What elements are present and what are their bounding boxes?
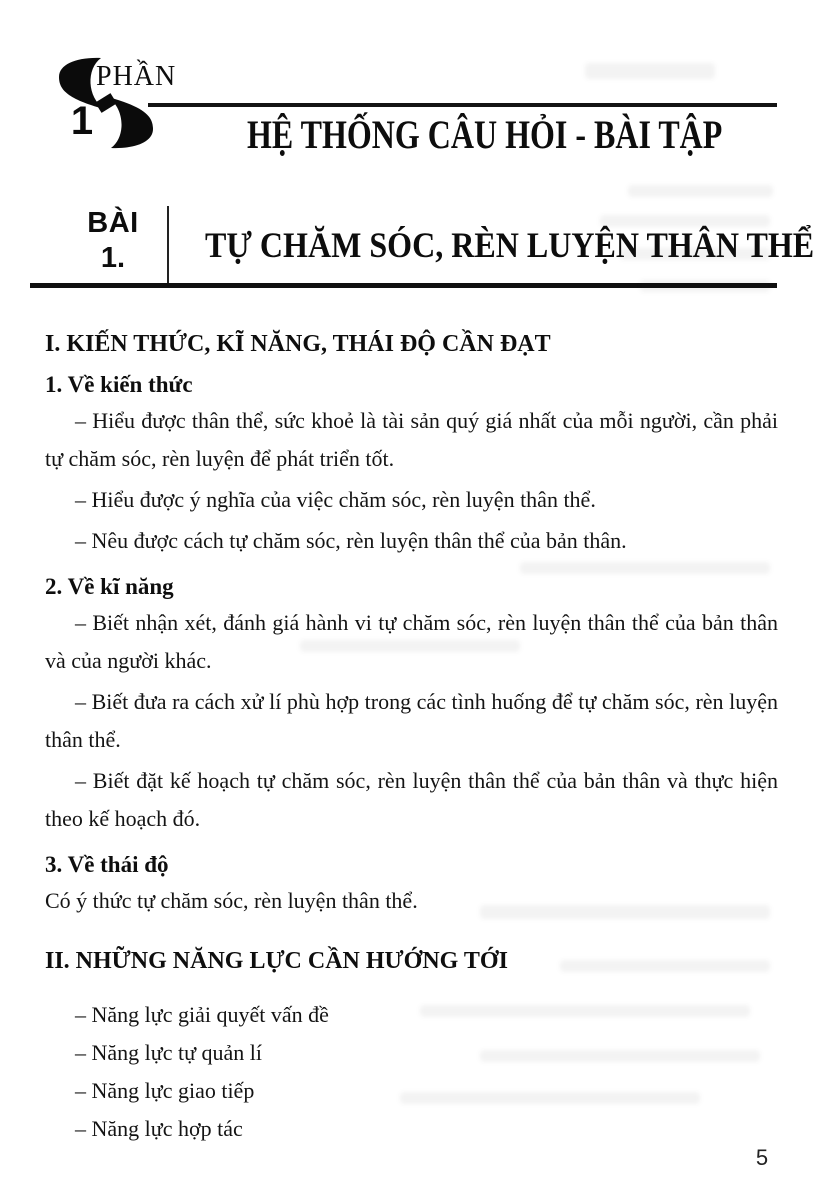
- header-rule: [148, 103, 777, 107]
- paragraph: – Hiểu được thân thể, sức khoẻ là tài sản quý giá nhất của mỗi người, cần phải tự chăm sóc, rèn luyện để phát triển tốt.: [45, 408, 778, 471]
- lesson-label: BÀI: [87, 207, 139, 239]
- section-2-heading: II. NHỮNG NĂNG LỰC CẦN HƯỚNG TỚI: [45, 948, 508, 974]
- list-item: – Năng lực tự quản lí: [75, 1040, 262, 1065]
- bleed-through-smudge: [585, 63, 715, 79]
- list-item: – Năng lực giao tiếp: [75, 1078, 255, 1103]
- lesson-divider: [167, 206, 169, 284]
- bleed-through-smudge: [628, 185, 773, 197]
- lesson-badge: [60, 206, 166, 276]
- part-title: HỆ THỐNG CÂU HỎI - BÀI TẬP: [247, 112, 723, 157]
- lesson-title: TỰ CHĂM SÓC, RÈN LUYỆN THÂN THỂ: [205, 225, 815, 265]
- paragraph: – Nêu được cách tự chăm sóc, rèn luyện thân thể của bản thân.: [75, 528, 627, 553]
- paragraph: – Biết đặt kế hoạch tự chăm sóc, rèn luyện thân thể của bản thân và thực hiện theo kế hoạch đó.: [45, 768, 778, 831]
- competency-list: [45, 996, 778, 1148]
- section-1-heading: I. KIẾN THỨC, KĨ NĂNG, THÁI ĐỘ CẦN ĐẠT: [45, 331, 551, 357]
- paragraph: Có ý thức tự chăm sóc, rèn luyện thân thể.: [45, 888, 418, 913]
- paragraph: – Biết đưa ra cách xử lí phù hợp trong các tình huống để tự chăm sóc, rèn luyện thân thể.: [45, 689, 778, 752]
- page-number: 5: [755, 1145, 769, 1170]
- list-item: – Năng lực giải quyết vấn đề: [75, 1002, 329, 1027]
- list-item: – Năng lực hợp tác: [75, 1116, 243, 1141]
- lesson-number: 1.: [100, 242, 126, 274]
- part-label: PHẦN: [96, 61, 177, 92]
- page-body: [45, 330, 778, 1148]
- part-number: 1: [70, 99, 94, 143]
- subsection-attitude-heading: 3. Về thái độ: [45, 852, 169, 877]
- paragraph: – Biết nhận xét, đánh giá hành vi tự chăm sóc, rèn luyện thân thể của bản thân và của người khác.: [45, 610, 778, 673]
- subsection-knowledge-heading: 1. Về kiến thức: [45, 372, 193, 397]
- subsection-skills-heading: 2. Về kĩ năng: [45, 574, 174, 599]
- paragraph: – Hiểu được ý nghĩa của việc chăm sóc, rèn luyện thân thể.: [75, 487, 596, 512]
- lesson-rule: [30, 283, 777, 288]
